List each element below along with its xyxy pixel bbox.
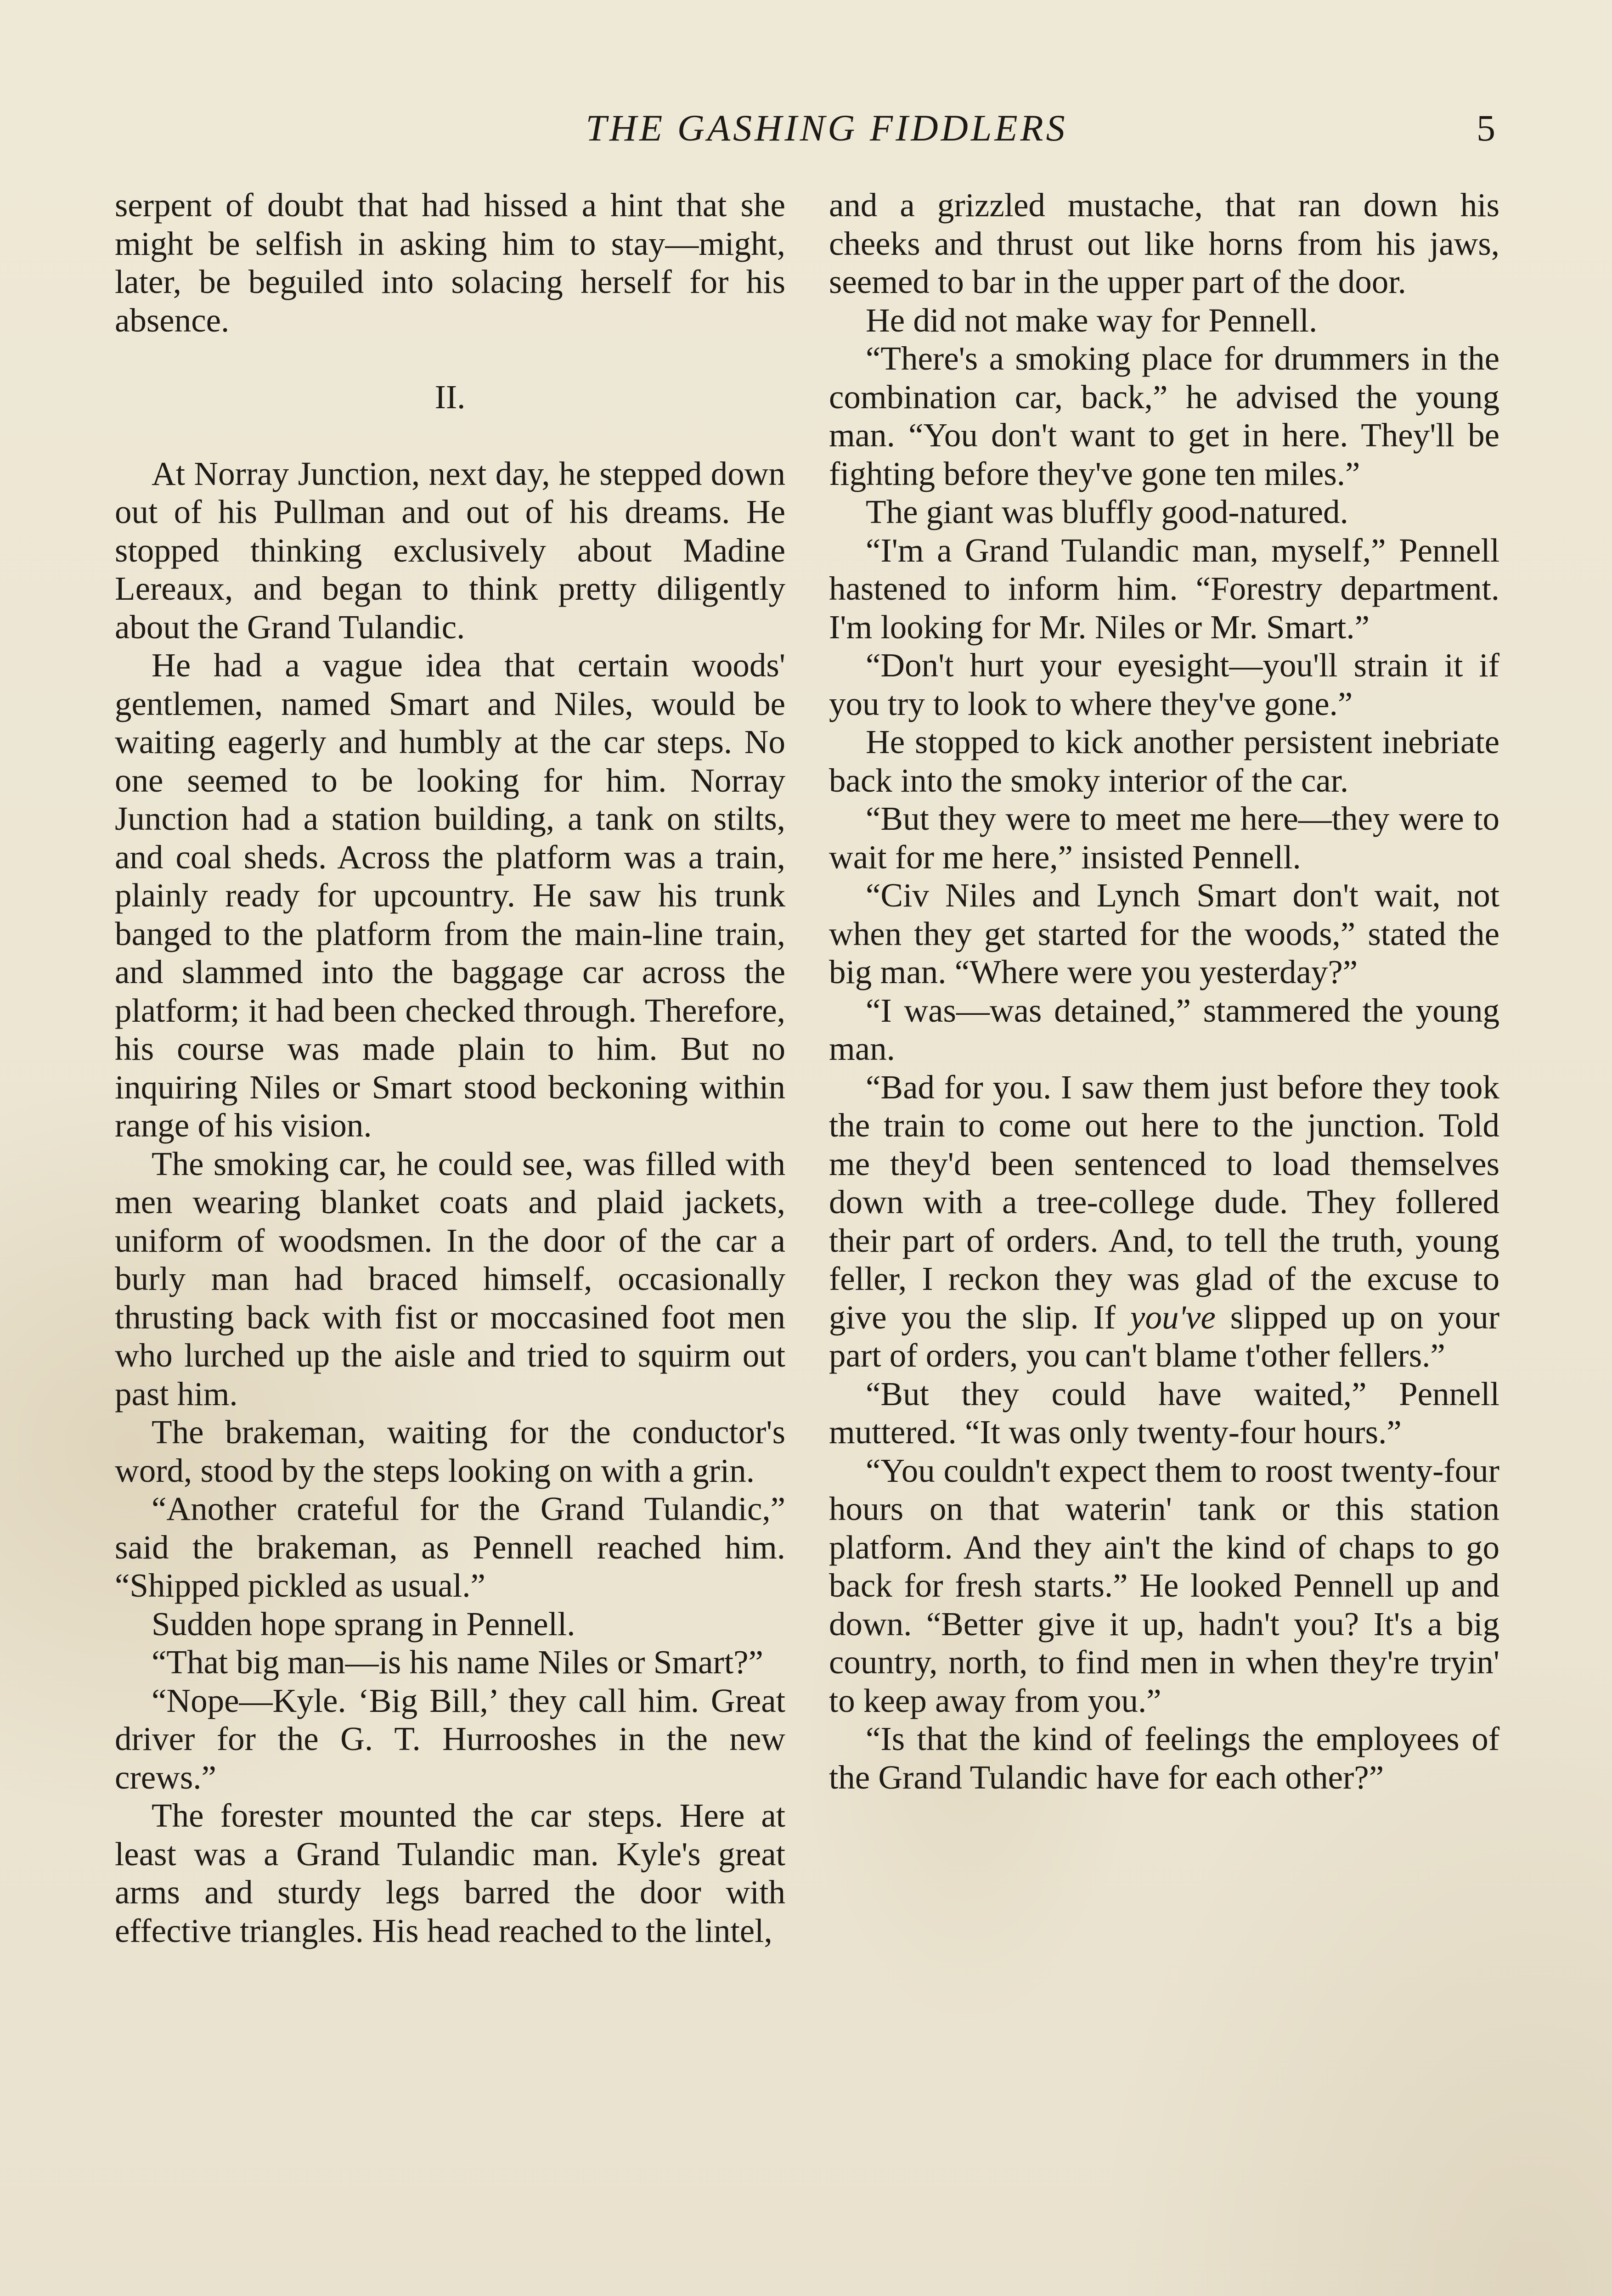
paragraph	[829, 1068, 1499, 1375]
paragraph: “There's a smoking place for drummers in the combination car, back,” he advised the young man. “You don't want to get in here. They'll be fighting before they've gone ten miles.”	[829, 340, 1499, 492]
paragraph: “You couldn't expect them to roost twenty-four hours on that waterin' tank or this station platform. And they ain't the kind of chaps to go back for fresh starts.” He looked Pennell up and down. “Better give it up, hadn't you? It's a big country, north, to find men in when they're tryin' to keep away from you.”	[829, 1452, 1499, 1719]
paragraph: “But they could have waited,” Pennell muttered. “It was only twenty-four hours.”	[829, 1375, 1499, 1451]
paragraph: serpent of doubt that had hissed a hint that she might be selfish in asking him to stay—might, later, be beguiled into solacing herself for his absence.	[115, 186, 785, 339]
paragraph: and a grizzled mustache, that ran down his cheeks and thrust out like horns from his jaws, seemed to bar in the upper part of the door.	[829, 186, 1499, 300]
paragraph-text: slipped up on your part of orders, you can't blame t'other fellers.”	[829, 1298, 1500, 1374]
paragraph: The smoking car, he could see, was filled with men wearing blanket coats and plaid jackets, uniform of woodsmen. In the door of the car a burly man had braced himself, occasionally thrusting back with fist or moccasined foot men who lurched up the aisle and tried to squirm out past him.	[115, 1145, 785, 1412]
paragraph: The forester mounted the car steps. Here at least was a Grand Tulandic man. Kyle's great arms and sturdy legs barred the door with effective triangles. His head reached to the lintel,	[115, 1797, 785, 1949]
paragraph: “But they were to meet me here—they were to wait for me here,” insisted Pennell.	[829, 800, 1499, 876]
paragraph: “I'm a Grand Tulandic man, myself,” Pennell hastened to inform him. “Forestry department. I'm looking for Mr. Niles or Mr. Smart.”	[829, 531, 1499, 646]
paragraph: Sudden hope sprang in Pennell.	[152, 1605, 575, 1643]
paragraph: “I was—was detained,” stammered the young man.	[829, 991, 1499, 1067]
paragraph: “Is that the kind of feelings the employees of the Grand Tulandic have for each other?”	[829, 1720, 1499, 1796]
paragraph-text: If	[1093, 1298, 1131, 1336]
paragraph: “That big man—is his name Niles or Smart?”	[152, 1643, 763, 1681]
page-number: 5	[1477, 107, 1495, 149]
paragraph: “Nope—Kyle. ‘Big Bill,’ they call him. Great driver for the G. T. Hurrooshes in the new crews.”	[115, 1682, 785, 1796]
paragraph: He stopped to kick another persistent inebriate back into the smoky interior of the car.	[829, 723, 1499, 799]
section-heading: II.	[434, 378, 466, 416]
right-text-column	[829, 186, 1499, 1796]
paragraph: “Civ Niles and Lynch Smart don't wait, not when they get started for the woods,” stated the big man. “Where were you yesterday?”	[829, 877, 1499, 990]
paragraph: “Don't hurt your eyesight—you'll strain it if you try to look to where they've gone.”	[829, 647, 1499, 722]
paragraph: He did not make way for Pennell.	[866, 301, 1318, 339]
left-text-column	[115, 186, 785, 1950]
paragraph-text: “Bad for you. I saw them just before they took the train to come out here to the junction. Told me they'd been sentenced to load themselves down with a tree-college dude. They follered their part of orders. And, to tell the truth, young feller, I reckon they was glad of the excuse to give you the slip.	[829, 1068, 1499, 1336]
paragraph: The brakeman, waiting for the conductor's word, stood by the steps looking on with a grin.	[115, 1413, 785, 1489]
emphasis-text: you've	[1130, 1298, 1216, 1336]
paragraph: “Another crateful for the Grand Tulandic,” said the brakeman, as Pennell reached him. “Shipped pickled as usual.”	[115, 1490, 785, 1604]
running-head-title: THE GASHING FIDDLERS	[586, 107, 1068, 149]
paragraph: At Norray Junction, next day, he stepped down out of his Pullman and out of his dreams. He stopped thinking exclusively about Madine Lereaux, and began to think pretty diligently about the Grand Tulandic.	[115, 455, 785, 646]
paragraph: He had a vague idea that certain woods' gentlemen, named Smart and Niles, would be waiting eagerly and humbly at the car steps. No one seemed to be looking for him. Norray Junction had a station building, a tank on stilts, and coal sheds. Across the platform was a train, plainly ready for upcountry. He saw his trunk banged to the platform from the main-line train, and slammed into the baggage car across the platform; it had been checked through. Therefore, his course was made plain to him. But no inquiring Niles or Smart stood beckoning within range of his vision.	[115, 647, 785, 1144]
paragraph: The giant was bluffly good-natured.	[866, 493, 1348, 530]
